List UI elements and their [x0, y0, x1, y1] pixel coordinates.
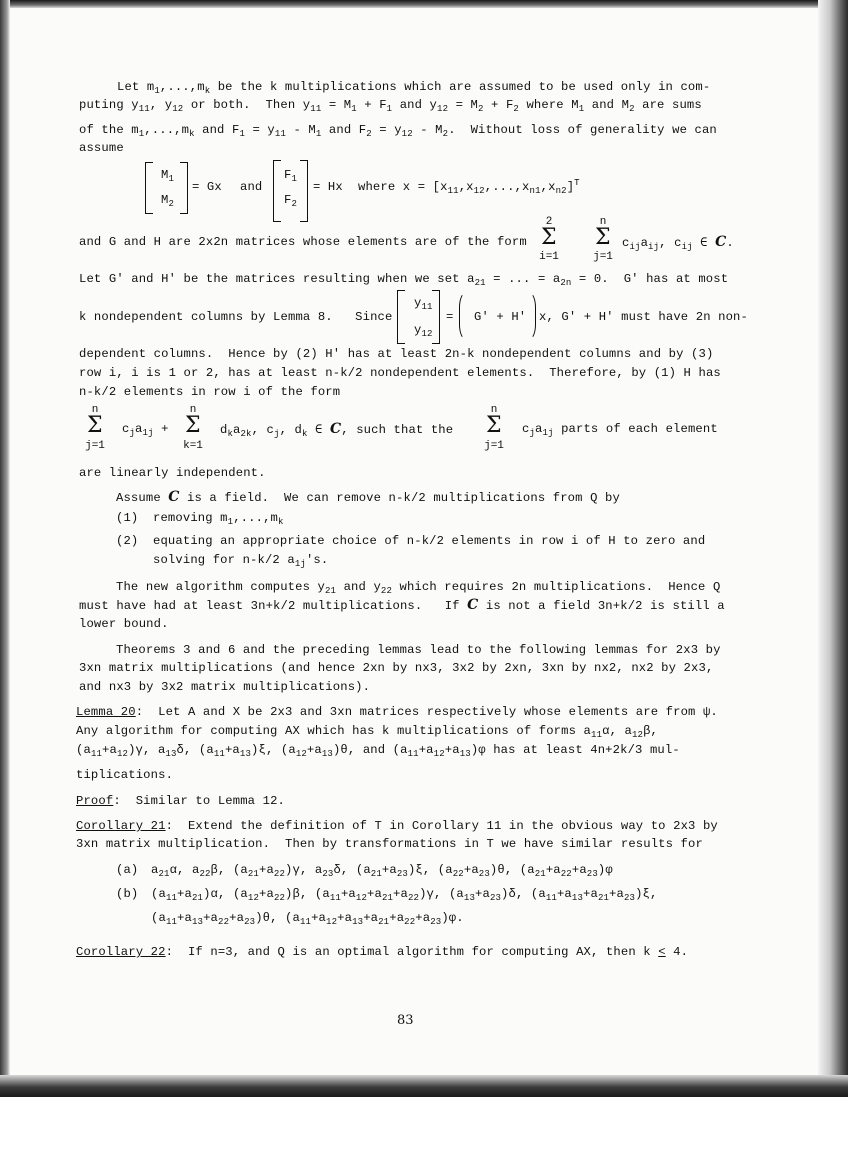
- text-run: where: [358, 180, 396, 194]
- sum-lower-limit: j=1: [85, 440, 105, 452]
- eq1-gx: = Gx: [192, 180, 222, 194]
- sum-lower-limit: k=1: [183, 440, 203, 452]
- lemma20-line1: [76, 705, 718, 719]
- matrix-bracket-left: [273, 160, 281, 222]
- para4-item1-num: (1): [116, 511, 139, 525]
- corollary22-label: Corollary 22: [76, 945, 166, 959]
- eq3-term3: $c_ja_{1j}$ parts of each element: [522, 422, 718, 438]
- text-run: or both. Then: [190, 98, 296, 112]
- para6-line1: Theorems 3 and 6 and the preceding lemmas lead to the following lemmas for 2x3 by: [116, 643, 721, 657]
- corollary22-line: [76, 945, 688, 959]
- para2-line5: row i, i is 1 or 2, has at least n-k/2 nondependent elements. Therefore, by (1) H has: [79, 366, 721, 380]
- para5-line1: The new algorithm computes $y_{21}$ and $y_{22}$ which requires 2n multiplications. Hence Q: [116, 580, 721, 596]
- paren-right: [522, 292, 536, 340]
- matrix-bracket-left: [145, 162, 153, 214]
- para4-item1-text: removing $m_1,...,m_k$: [153, 511, 284, 527]
- para2-line3-mid: G' + H': [474, 310, 527, 324]
- text-run: Without loss of generality we can: [470, 123, 717, 137]
- text-run: The new algorithm computes: [116, 580, 311, 594]
- text-run: such that the: [356, 423, 454, 437]
- para4-item2-text2: solving for n-k/2 $a_{1j}'s$.: [153, 553, 329, 569]
- eq1-where: where $x = [x_{11},x_{12},...,x_{n1},x_{n2}]^T$: [358, 178, 580, 196]
- para1-line2: puting $y_{11}$, $y_{12}$ or both. Then $y_{11} = M_1 + F_1$ and $y_{12} = M_2 + F_2$ where $M_1$ and $M_2$ are sums: [79, 98, 702, 114]
- page-number: 83: [397, 1013, 414, 1028]
- matrix-entry: $F_1$: [284, 168, 298, 184]
- lemma20-line2: Any algorithm for computing AX which has k multiplications of forms $a_{11}\alpha$, $a_{12}\beta$,: [76, 724, 659, 740]
- corollary21-line2: 3xn matrix multiplication. Then by transformations in T we have similar results for: [76, 837, 703, 851]
- text-run: G' has at most: [623, 272, 729, 286]
- text-run: and: [328, 123, 352, 137]
- text-run: removing: [153, 511, 213, 525]
- para2-line4: dependent columns. Hence by (2) H' has at least 2n-k nondependent columns and by (3): [79, 347, 714, 361]
- para2-line3-start: k nondependent columns by Lemma 8. Since: [79, 310, 393, 324]
- eq1-hx: = Hx: [313, 180, 343, 194]
- matrix-entry: $F_2$: [284, 193, 298, 209]
- para4-item2-text: equating an appropriate choice of n-k/2 elements in row i of H to zero and: [153, 534, 706, 548]
- proof-label: Proof: [76, 794, 114, 808]
- matrix-entry: $y_{12}$: [414, 323, 433, 339]
- corollary21-a-label: (a): [116, 863, 139, 877]
- text-run: has at least 4n+2k/3 mul-: [493, 743, 680, 757]
- text-run: and: [202, 123, 225, 137]
- corollary21-line1: [76, 819, 718, 833]
- text-run: solving for n-k/2: [153, 553, 280, 567]
- sum-upper-limit: n: [91, 404, 99, 416]
- sum-sign: Σ: [541, 225, 557, 250]
- text-run: and: [399, 98, 423, 112]
- sum-sign: Σ: [87, 413, 103, 438]
- para2-line6: n-k/2 elements in row i of the form: [79, 385, 341, 399]
- text-run: and: [343, 580, 366, 594]
- paren-left: [459, 292, 473, 340]
- corollary21-b-text1: $(a_{11}+a_{21})\alpha$, $(a_{12}+a_{22})\beta$, $(a_{11}+a_{12}+a_{21}+a_{22})\gamma$, $(a_{13}+a_{23})\delta$, $(a_{11}+a_{13}+a_{21}+a_{23})\xi$,: [151, 887, 658, 903]
- corollary21-b-text2: $(a_{11}+a_{13}+a_{22}+a_{23})\theta$, $(a_{11}+a_{12}+a_{13}+a_{21}+a_{22}+a_{23})\varphi$.: [151, 911, 464, 927]
- para6-line2: 3xn matrix multiplications (and hence 2xn by nx3, 3x2 by 2xn, 3xn by nx2, nx2 by 2x3,: [79, 661, 714, 675]
- sum-lower-limit: i=1: [539, 251, 559, 263]
- para1-line1-text: be the k multiplications which are assumed to be used only in com-: [217, 80, 711, 94]
- corollary21-a-text: $a_{21}\alpha$, $a_{22}\beta$, $(a_{21}+a_{22})\gamma$, $a_{23}\delta$, $(a_{21}+a_{23})\xi$, $(a_{22}+a_{23})\theta$, $(a_{21}+a_{22}+a_{23})\varphi$: [151, 863, 613, 879]
- para5-line3: lower bound.: [79, 617, 169, 631]
- text-run: parts of each element: [561, 422, 718, 436]
- para4-line1: Assume C is a field. We can remove n-k/2 multiplications from Q by: [116, 489, 620, 505]
- para1-line4: assume: [79, 141, 124, 155]
- lemma20-label: Lemma 20: [76, 705, 136, 719]
- matrix-bracket-right: [300, 160, 308, 222]
- lemma20-line3: $(a_{11}+a_{12})\gamma$, $a_{13}\delta$, $(a_{11}+a_{13})\xi$, $(a_{12}+a_{13})\theta$, and $(a_{11}+a_{12}+a_{13})\varphi$ has at least 4n+2k/3 mul-: [76, 743, 680, 759]
- para5-line2: must have had at least 3n+k/2 multiplications. If C is not a field 3n+k/2 is still a: [79, 597, 725, 613]
- sum-upper-limit: n: [490, 404, 498, 416]
- le-sign: <: [658, 945, 666, 959]
- scan-edge-bottom: [0, 1075, 848, 1097]
- proof-line: [76, 794, 285, 808]
- corollary21-b-label: (b): [116, 887, 139, 901]
- sum-upper-limit: n: [599, 216, 607, 228]
- sum-sign: Σ: [486, 413, 502, 438]
- text-run: is a field. We can remove n-k/2 multiplications from Q by: [187, 491, 620, 505]
- corollary21-label: Corollary 21: [76, 819, 166, 833]
- text-run: where: [526, 98, 564, 112]
- eq1-and: and: [240, 180, 263, 194]
- para4-item2-num: (2): [116, 534, 139, 548]
- matrix-bracket-right: [180, 162, 188, 214]
- sum-upper-limit: n: [189, 404, 197, 416]
- text-run: is not a field 3n+k/2 is still a: [485, 599, 725, 613]
- scan-edge-top: [0, 0, 848, 8]
- para1-line1: Let $m_1,...,m_k$ be the k multiplications which are assumed to be used only in com-: [117, 80, 711, 96]
- text-run: must have had at least 3n+k/2 multiplications. If: [79, 599, 460, 613]
- scan-edge-right: [818, 0, 848, 1090]
- para2-line3-end: x, G' + H' must have 2n non-: [539, 310, 748, 324]
- text-run: : Let A and X be 2x3 and 3xn matrices respectively whose elements are from ψ.: [135, 705, 718, 719]
- sum-sign: Σ: [595, 225, 611, 250]
- text-run: Any algorithm for computing AX which has k multiplications of forms: [76, 724, 577, 738]
- para1-line3: of the $m_1,...,m_k$ and $F_1 = y_{11} - M_1$ and $F_2 = y_{12} - M_2$. Without loss of generality we can: [79, 123, 717, 139]
- text-run: of the: [79, 123, 124, 137]
- matrix-entry: $y_{11}$: [414, 296, 433, 312]
- para2-line2: Let G' and H' be the matrices resulting when we set $a_{21}$ = ... = $a_{2n} = 0$. G' has at most: [79, 272, 729, 288]
- text-run: Assume: [116, 491, 161, 505]
- para6-line3: and nx3 by 3x2 matrix multiplications).: [79, 680, 371, 694]
- para3-line1: are linearly independent.: [79, 466, 266, 480]
- text-run: which requires 2n multiplications. Hence Q: [399, 580, 721, 594]
- eq2-term: $c_{ij}a_{ij}$, $c_{ij}$ ∈ C.: [622, 234, 734, 252]
- matrix-entry: $M_1$: [161, 168, 175, 184]
- text-run: puting: [79, 98, 124, 112]
- text-run: Let G' and H' be the matrices resulting when we set: [79, 272, 460, 286]
- sum-upper-limit: 2: [545, 216, 553, 228]
- sum-sign: Σ: [185, 413, 201, 438]
- matrix-entry: $M_2$: [161, 193, 175, 209]
- sum-lower-limit: j=1: [593, 251, 613, 263]
- lemma20-line4: tiplications.: [76, 768, 174, 782]
- text-run: : Similar to Lemma 12.: [113, 794, 285, 808]
- text-run: : Extend the definition of T in Corollary 11 in the obvious way to 2x3 by: [165, 819, 718, 833]
- text-run: and: [591, 98, 615, 112]
- text-run: are sums: [642, 98, 702, 112]
- eq3-term2: $d_ka_{2k}$, $c_j$, $d_k$ ∈ C, such that the: [220, 421, 454, 439]
- equals-sign: =: [446, 310, 454, 324]
- text-run: 4.: [673, 945, 689, 959]
- matrix-bracket-left: [397, 290, 405, 344]
- scan-edge-left: [0, 0, 10, 1085]
- eq3-term1: $c_ja_{1j}$ +: [122, 422, 169, 438]
- text-run: : If n=3, and Q is an optimal algorithm for computing AX, then k: [165, 945, 651, 959]
- matrix-bracket-right: [432, 290, 440, 344]
- sum-lower-limit: j=1: [484, 440, 504, 452]
- para2-line1: and G and H are 2x2n matrices whose elements are of the form: [79, 235, 527, 249]
